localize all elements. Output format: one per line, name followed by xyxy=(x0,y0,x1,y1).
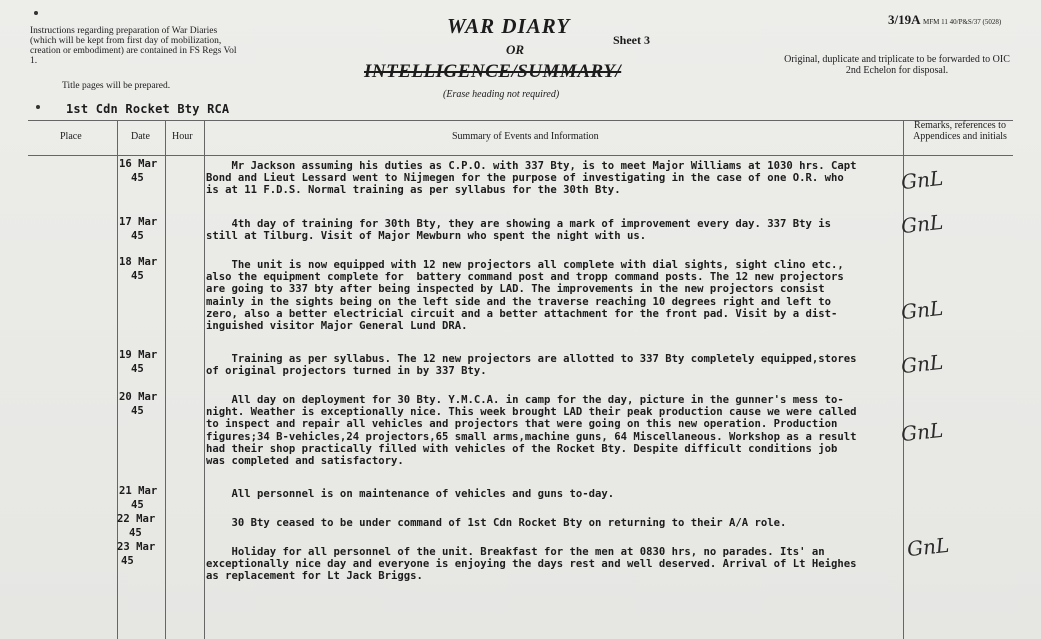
col-divider-date xyxy=(165,120,166,639)
form-reference: 3/19A MFM 11 40/P&S/37 (5028) xyxy=(888,12,1002,27)
col-header-place: Place xyxy=(60,131,82,142)
col-divider-hour xyxy=(204,120,205,639)
col-header-date: Date xyxy=(131,131,150,142)
distribution-note: Original, duplicate and triplicate to be forwarded to OIC 2nd Echelon for disposal. xyxy=(784,54,1010,76)
initials-signature: GnL xyxy=(899,165,945,195)
entry-text: Mr Jackson assuming his duties as C.P.O. with 337 Bty, is to meet Major Williams at 1030 hrs. Capt Bond and Lieut Lessard went to Nijmegen for the purpose of investigating in the case of one O.R. who is at 11 F.D.S. Normal training as per syllabus for the 30th Bty. xyxy=(206,160,857,197)
entry-date: 20 Mar 45 xyxy=(119,391,158,417)
entry-date: 23 Mar 45 xyxy=(117,541,156,567)
entry-text: Holiday for all personnel of the unit. Breakfast for the men at 0830 hrs, no parades. Its' an exceptionally nice day and everyone is enjoying the days rest and well deserved. Arrival of Lt Heighes as replacement for Lt Jack Briggs. xyxy=(206,546,857,583)
col-header-summary: Summary of Events and Information xyxy=(452,131,599,142)
table-header-rule xyxy=(28,155,1013,156)
erase-note: (Erase heading not required) xyxy=(443,89,560,100)
entry-date: 21 Mar 45 xyxy=(119,485,158,511)
entry-date: 17 Mar 45 xyxy=(119,216,158,242)
punch-dot xyxy=(36,105,40,109)
initials-signature: GnL xyxy=(899,295,945,325)
entry-text: Training as per syllabus. The 12 new projectors are allotted to 337 Bty completely equipped,stores of original projectors turned in by 337 Bty. xyxy=(206,353,857,378)
initials-signature: GnL xyxy=(899,349,945,379)
form-small-reference: MFM 11 40/P&S/37 (5028) xyxy=(923,18,1002,26)
entry-text: 30 Bty ceased to be under command of 1st Cdn Rocket Bty on returning to their A/A role. xyxy=(206,517,787,529)
entry-date: 19 Mar 45 xyxy=(119,349,158,375)
entry-date: 16 Mar 45 xyxy=(119,158,158,184)
entry-date: 22 Mar 45 xyxy=(117,513,156,539)
punch-dot xyxy=(34,11,38,15)
initials-signature: GnL xyxy=(899,209,945,239)
col-header-remarks: Remarks, references to Appendices and initials xyxy=(913,120,1007,142)
war-diary-title: WAR DIARY xyxy=(447,14,571,38)
col-header-hour: Hour xyxy=(172,131,193,142)
entry-date: 18 Mar 45 xyxy=(119,256,158,282)
or-label: OR xyxy=(506,42,525,57)
title-pages-note: Title pages will be prepared. xyxy=(62,81,171,91)
entry-text: All day on deployment for 30 Bty. Y.M.C.A. in camp for the day, picture in the gunner's mess to- night. Weather is exceptionally nice. This week brought LAD their peak production cause we were called to inspect and repair all vehicles and projectors that were going on this new operation. Production figures;34 B-vehicles,24 projectors,65 small arms,machine guns, 64 Miscellaneous. Workshop as a result had their shop practically filled with vehicles of the Rocket Bty. Despite difficult conditions job was completed and satisfactory. xyxy=(206,394,857,468)
initials-signature: GnL xyxy=(905,532,951,562)
initials-signature: GnL xyxy=(899,417,945,447)
entry-text: The unit is now equipped with 12 new projectors all complete with dial sights, sight clino etc., also the equipment complete for battery command post and tropp command posts. The 12 new projectors are going to 337 bty after being inspected by LAD. The improvements in the new projectors consist mainly in the sights being on the left side and the traverse reaching 10 degrees right and left to zero, also a better electricial circuit and a better attachment for the front pad. Visit by a dist- inguished visitor Major General Lund DRA. xyxy=(206,259,844,333)
unit-name: 1st Cdn Rocket Bty RCA xyxy=(66,102,230,116)
intelligence-summary-title: INTELLIGENCE/SUMMARY/ xyxy=(364,61,622,82)
instructions-text: Instructions regarding preparation of War Diaries (which will be kept from first day of mobilization, creation or embodiment) are contained in FS Regs Vol 1. xyxy=(30,26,237,66)
entry-text: 4th day of training for 30th Bty, they are showing a mark of improvement every day. 337 Bty is still at Tilburg. Visit of Major Mewburn who spent the night with us. xyxy=(206,218,832,243)
sheet-number: Sheet 3 xyxy=(613,33,650,47)
table-top-rule xyxy=(28,120,1013,121)
entry-text: All personnel is on maintenance of vehicles and guns to-day. xyxy=(206,488,615,500)
